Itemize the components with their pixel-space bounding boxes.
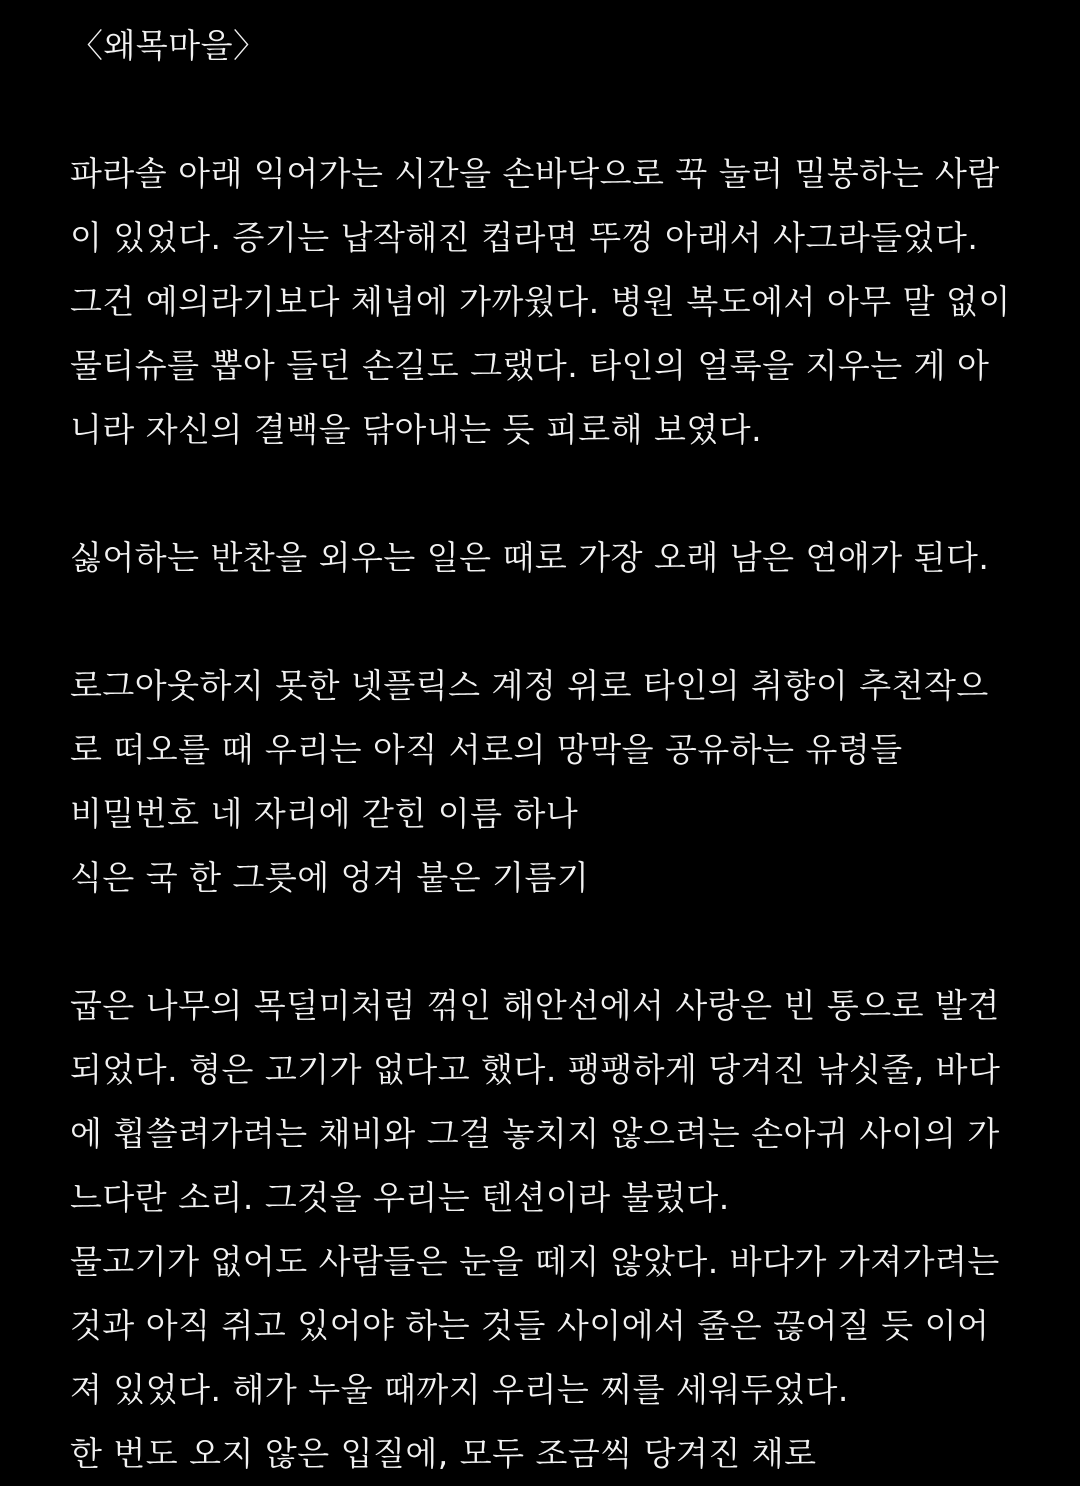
poem-line: 져 있었다. 해가 누울 때까지 우리는 찌를 세워두었다.	[70, 1370, 849, 1409]
poem-line: 그건 예의라기보다 체념에 가까웠다. 병원 복도에서 아무 말 없이	[70, 282, 1011, 321]
poem-line: 굽은 나무의 목덜미처럼 꺾인 해안선에서 사랑은 빈 통으로 발견	[70, 986, 1000, 1025]
stanza-gap	[70, 462, 1060, 526]
stanza-3	[70, 654, 1060, 910]
stanza-gap	[70, 78, 1060, 142]
poem-line: 파라솔 아래 익어가는 시간을 손바닥으로 꾹 눌러 밀봉하는 사람	[70, 154, 1000, 193]
poem-line: 느다란 소리. 그것을 우리는 텐션이라 불렀다.	[70, 1178, 730, 1217]
poem-line: 것과 아직 쥐고 있어야 하는 것들 사이에서 줄은 끊어질 듯 이어	[70, 1306, 990, 1345]
stanza-gap	[70, 590, 1060, 654]
stanza-2	[70, 526, 1060, 590]
stanza-1	[70, 142, 1060, 462]
poem-page	[70, 14, 1060, 1486]
stanza-gap	[70, 910, 1060, 974]
poem-title: 〈왜목마을〉	[70, 26, 267, 65]
poem-line: 식은 국 한 그릇에 엉겨 붙은 기름기	[70, 858, 590, 897]
poem-line: 한 번도 오지 않은 입질에, 모두 조금씩 당겨진 채로	[70, 1434, 817, 1473]
poem-line: 물티슈를 뽑아 들던 손길도 그랬다. 타인의 얼룩을 지우는 게 아	[70, 346, 990, 385]
poem-line: 로그아웃하지 못한 넷플릭스 계정 위로 타인의 취향이 추천작으	[70, 666, 989, 705]
poem-line: 에 휩쓸려가려는 채비와 그걸 놓치지 않으려는 손아귀 사이의 가	[70, 1114, 1000, 1153]
poem-line: 비밀번호 네 자리에 갇힌 이름 하나	[70, 794, 579, 833]
poem-line: 니라 자신의 결백을 닦아내는 듯 피로해 보였다.	[70, 410, 763, 449]
poem-line: 로 떠오를 때 우리는 아직 서로의 망막을 공유하는 유령들	[70, 730, 903, 769]
poem-line: 싫어하는 반찬을 외우는 일은 때로 가장 오래 남은 연애가 된다.	[70, 538, 990, 577]
poem-line: 되었다. 형은 고기가 없다고 했다. 팽팽하게 당겨진 낚싯줄, 바다	[70, 1050, 1001, 1089]
poem-line: 물고기가 없어도 사람들은 눈을 떼지 않았다. 바다가 가져가려는	[70, 1242, 1000, 1281]
poem-line: 이 있었다. 증기는 납작해진 컵라면 뚜껑 아래서 사그라들었다.	[70, 218, 979, 257]
stanza-4	[70, 974, 1060, 1486]
